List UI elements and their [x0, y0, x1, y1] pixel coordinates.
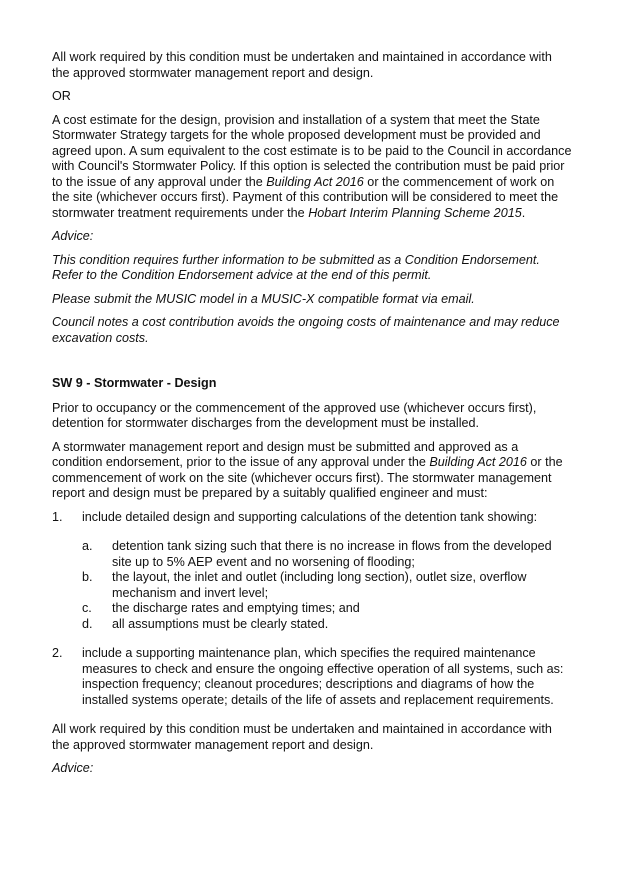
advice-condition-endorsement: This condition requires further information to be submitted as a Condition Endorsement. Refer to the Condition Endorsement advice at the end of this permit.: [52, 252, 540, 282]
advice-label-sw9: Advice:: [52, 761, 94, 775]
sub-item-c: [82, 601, 572, 617]
list-number: 2.: [52, 646, 63, 660]
sub-list: [82, 539, 572, 632]
building-act-ref-2: Building Act 2016: [429, 455, 527, 469]
list-item-text: include detailed design and supporting calculations of the detention tank showing:: [82, 509, 538, 524]
building-act-ref: Building Act 2016: [266, 174, 364, 189]
list-item-text: include a supporting maintenance plan, which specifies the required maintenance measures to check and ensure the ongoing effective operation of all systems, such as: inspection frequency; cleanout procedures; descriptions and diagrams of how the installed systems operate; details of the life of assets and replacement requirements.: [82, 646, 564, 707]
sub-item-letter: b.: [82, 570, 93, 584]
advice-cost-contribution: Council notes a cost contribution avoids the ongoing costs of maintenance and may reduce excavation costs.: [52, 315, 560, 345]
advice-label: Advice:: [52, 229, 94, 243]
list-item-1: [52, 510, 572, 526]
or-separator: OR: [52, 89, 71, 103]
sub-item-text: detention tank sizing such that there is no increase in flows from the developed site up to 5% AEP event and no worsening of flooding;: [112, 539, 552, 569]
sub-item-a: [82, 539, 572, 570]
report-design-text-a: A stormwater management report and design must be submitted and approved as a condition endorsement, prior to the issue of any approval under the: [52, 439, 519, 469]
sub-item-text: the layout, the inlet and outlet (including long section), outlet size, overflow mechanism and invert level;: [112, 570, 527, 600]
paragraph-closing: All work required by this condition must be undertaken and maintained in accordance with the approved stormwater management report and design.: [52, 722, 552, 752]
paragraph-report-design: [52, 440, 572, 502]
sub-item-text: the discharge rates and emptying times; and: [112, 601, 360, 615]
cost-estimate-text-c: .: [521, 205, 526, 220]
document-page: [52, 50, 572, 785]
paragraph-cost-estimate: [52, 113, 572, 222]
sub-item-letter: c.: [82, 601, 92, 615]
section-heading-sw9: SW 9 - Stormwater - Design: [52, 376, 217, 390]
paragraph-work-required: All work required by this condition must be undertaken and maintained in accordance with the approved stormwater management report and design.: [52, 50, 552, 80]
cost-estimate-text-a: A cost estimate for the design, provision and installation of a system that meet the State Stormwater Strategy targets for the whole proposed development must be provided and agreed upon. A sum equivalent to the cost estimate is to be paid to the Council in accordance with Council's Stormwater Policy. If this option is selected the contribution must be paid prior to the issue of any approval under the: [52, 112, 572, 189]
sub-item-b: [82, 570, 572, 601]
sub-item-letter: d.: [82, 616, 93, 631]
report-design-text-b: or the commencement of work on the site (whichever occurs first). The stormwater management report and design must be prepared by a suitably qualified engineer and must:: [52, 455, 563, 500]
advice-music-model: Please submit the MUSIC model in a MUSIC-X compatible format via email.: [52, 291, 475, 306]
sub-item-text: all assumptions must be clearly stated.: [112, 616, 329, 631]
list-number: 1.: [52, 509, 63, 524]
cost-estimate-text-b: or the commencement of work on the site (whichever occurs first). Payment of this contribution will be considered to meet the stormwater treatment requirements under the: [52, 174, 559, 220]
list-item-2: [52, 646, 572, 708]
sub-item-letter: a.: [82, 539, 93, 553]
sub-item-d: [82, 617, 572, 633]
paragraph-detention: Prior to occupancy or the commencement of the approved use (whichever occurs first), detention for stormwater discharges from the development must be installed.: [52, 400, 537, 430]
planning-scheme-ref: Hobart Interim Planning Scheme 2015: [308, 205, 522, 220]
